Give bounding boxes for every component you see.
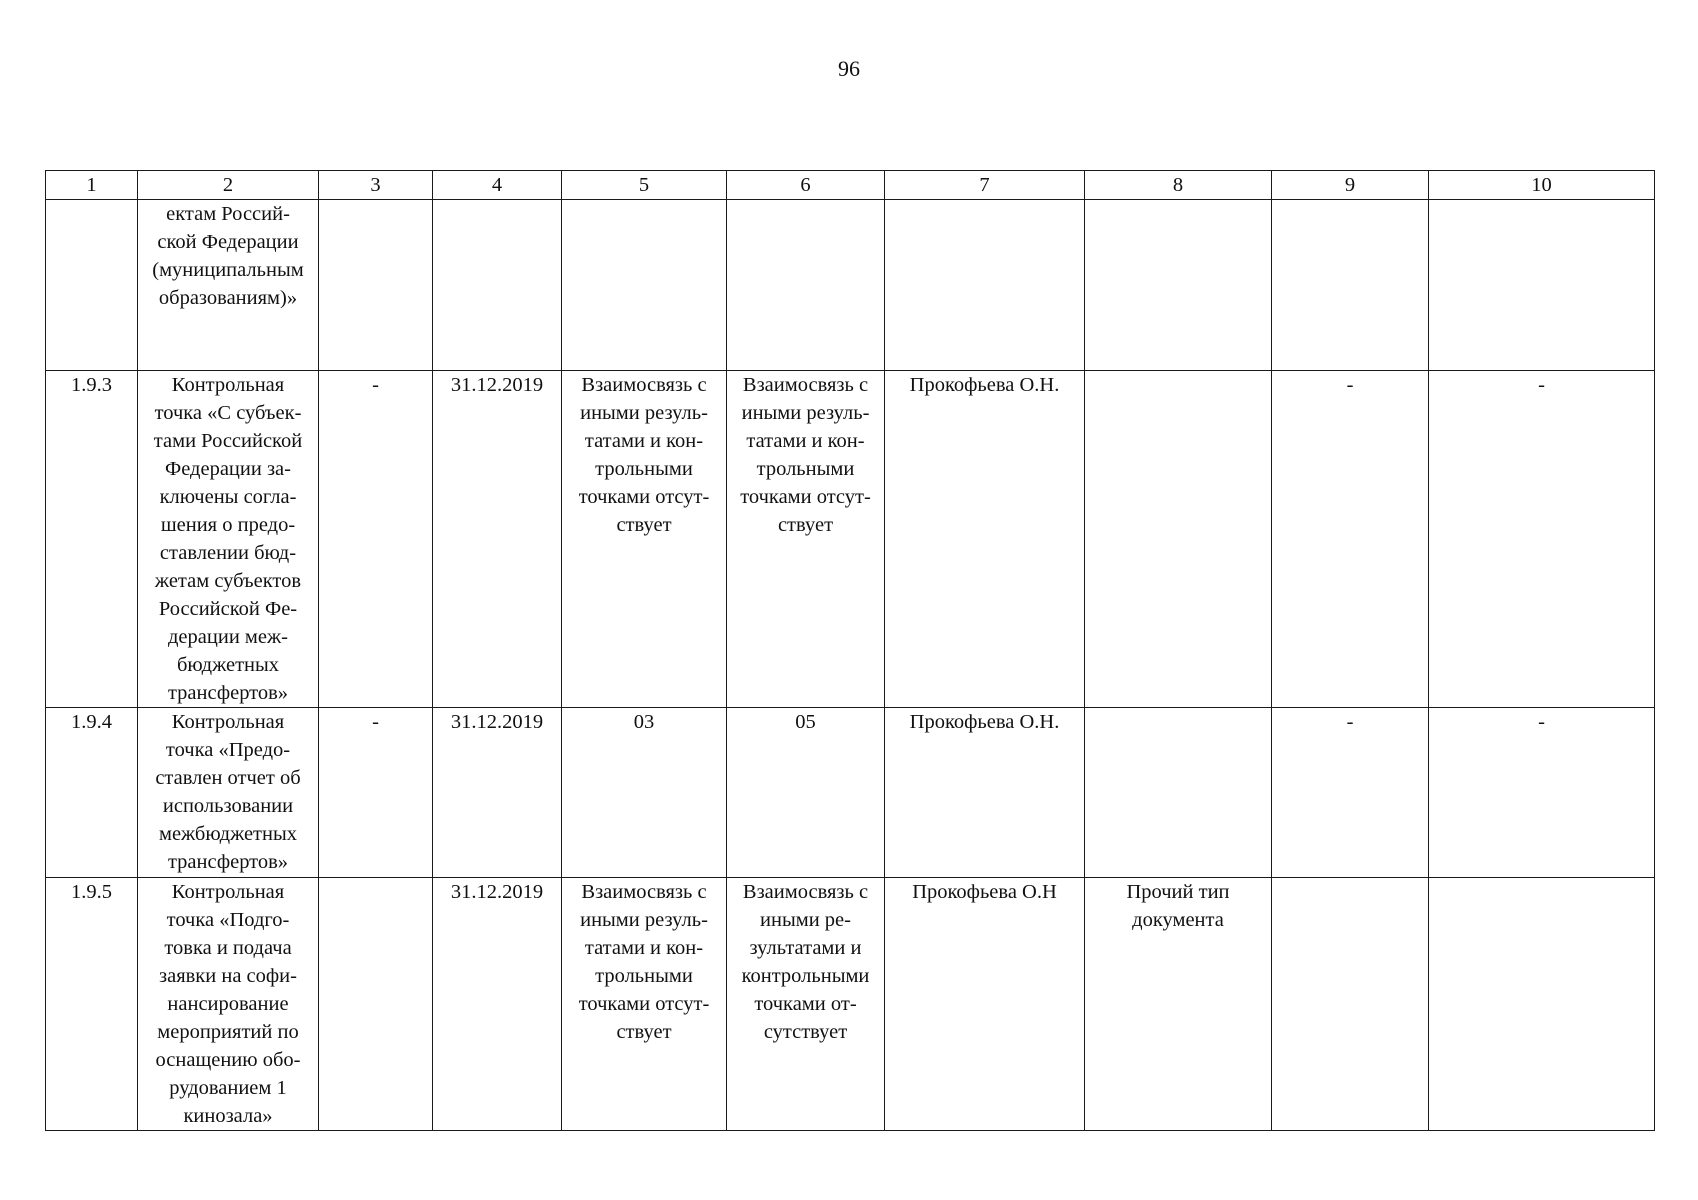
cell-text: 1.9.5 (71, 881, 112, 903)
column-header-6: 6 (727, 171, 885, 200)
table-cell (138, 878, 319, 1131)
table-cell (1085, 708, 1272, 878)
table-cell (1429, 200, 1655, 371)
table-cell (46, 708, 138, 878)
cell-text: Взаимосвязь с иными резуль- татами и кон- трольными точками отсут- ствует (578, 374, 710, 536)
cell-text: Взаимосвязь с иными резуль- татами и кон- трольными точками отсут- ствует (740, 374, 871, 536)
table-header-row (46, 171, 1655, 200)
table-cell (319, 708, 433, 878)
cell-text: Контрольная точка «Предо- ставлен отчет об использовании межбюджетных трансфертов» (155, 711, 301, 873)
table-cell (1429, 708, 1655, 878)
table-cell (1272, 371, 1429, 708)
table-cell (1085, 200, 1272, 371)
cell-text: - (1346, 711, 1354, 733)
cell-text: 05 (795, 711, 816, 733)
table-cell (885, 200, 1085, 371)
column-header-1: 1 (46, 171, 138, 200)
table-cell (433, 371, 562, 708)
table-cell (727, 708, 885, 878)
table-cell (1085, 878, 1272, 1131)
cell-text: Прокофьева О.Н (912, 881, 1057, 903)
column-header-9: 9 (1272, 171, 1429, 200)
column-header-10: 10 (1429, 171, 1655, 200)
table-cell (727, 371, 885, 708)
table-cell (727, 200, 885, 371)
table-cell (138, 200, 319, 371)
document-table (45, 170, 1655, 1131)
table-cell (319, 371, 433, 708)
table-cell (433, 200, 562, 371)
page-number: 96 (838, 56, 860, 81)
table-row-1-9-5 (46, 878, 1655, 1131)
column-header-8: 8 (1085, 171, 1272, 200)
column-header-7: 7 (885, 171, 1085, 200)
column-header-3: 3 (319, 171, 433, 200)
table-cell (1429, 371, 1655, 708)
table-cell (46, 200, 138, 371)
table-cell (138, 708, 319, 878)
table-cell (885, 371, 1085, 708)
cell-text: 1.9.3 (71, 374, 112, 396)
table-cell (433, 878, 562, 1131)
cell-text: Прокофьева О.Н. (909, 711, 1060, 733)
table-cell (1429, 878, 1655, 1131)
table-cell (319, 200, 433, 371)
cell-text: - (372, 374, 379, 396)
table-cell (46, 878, 138, 1131)
table-cell (562, 371, 727, 708)
table-cell (562, 708, 727, 878)
table-cell (562, 878, 727, 1131)
cell-text: Прокофьева О.Н. (909, 374, 1060, 396)
table-cell (1272, 200, 1429, 371)
cell-text: 1.9.4 (71, 711, 112, 733)
cell-text: - (1538, 711, 1545, 733)
cell-text: Контрольная точка «Подго- товка и подача заявки на софи- нансирование мероприятий по оснащению обо- рудованием 1 кинозала» (155, 881, 301, 1127)
cell-text: Взаимосвязь с иными резуль- татами и кон- трольными точками отсут- ствует (578, 881, 710, 1043)
cell-text: 31.12.2019 (450, 711, 544, 733)
column-header-2: 2 (138, 171, 319, 200)
cell-text: Контрольная точка «С субъек- тами Российской Федерации за- ключены согла- шения о предо- ставлении бюд- жетам субъектов Российской Фе- дерации меж- бюджетных трансфертов» (153, 374, 303, 704)
cell-text: ектам Россий- ской Федерации (муниципальным образованиям)» (152, 203, 304, 309)
cell-text: 31.12.2019 (450, 881, 544, 903)
cell-text: Прочий тип документа (1126, 881, 1230, 931)
table-cell (46, 371, 138, 708)
table-cell (727, 878, 885, 1131)
cell-text: - (372, 711, 379, 733)
table-row-1-9-3 (46, 371, 1655, 708)
cell-text: - (1538, 374, 1545, 396)
table-cell (885, 708, 1085, 878)
table-cell (885, 878, 1085, 1131)
table-cell (1085, 371, 1272, 708)
table-row-continuation (46, 200, 1655, 371)
table-cell (319, 878, 433, 1131)
table-cell (562, 200, 727, 371)
cell-text: 31.12.2019 (450, 374, 544, 396)
table-row-1-9-4 (46, 708, 1655, 878)
table-cell (433, 708, 562, 878)
cell-text: 03 (633, 711, 655, 733)
cell-text: - (1346, 374, 1354, 396)
column-header-5: 5 (562, 171, 727, 200)
cell-text: Взаимосвязь с иными ре- зультатами и контрольными точками от- сутствует (741, 881, 870, 1043)
table-cell (1272, 878, 1429, 1131)
table-cell (138, 371, 319, 708)
column-header-4: 4 (433, 171, 562, 200)
table-cell (1272, 708, 1429, 878)
